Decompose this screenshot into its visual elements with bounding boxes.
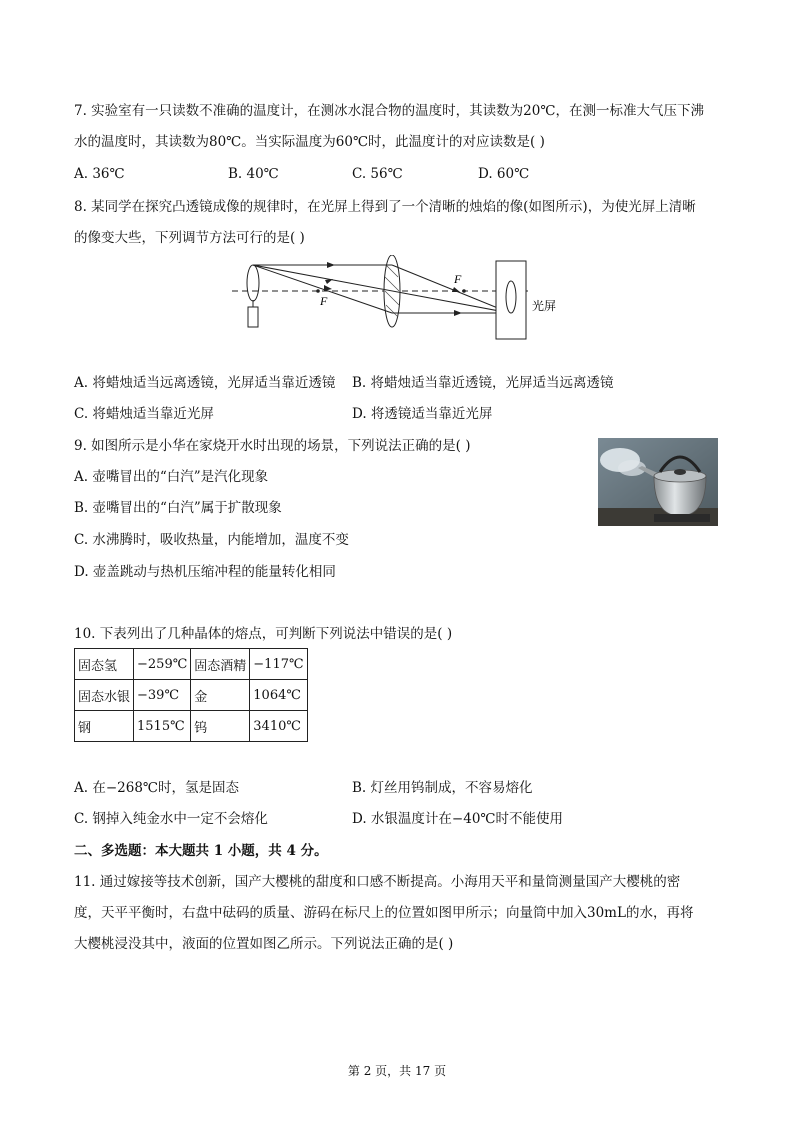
table-cell: 固态氢	[75, 649, 134, 680]
q7-option-a: A. 36℃	[74, 166, 125, 182]
q8-option-a: A. 将蜡烛适当远离透镜，光屏适当靠近透镜	[74, 375, 336, 391]
table-row	[75, 711, 308, 742]
section-heading: 二、多选题：本大题共 1 小题，共 4 分。	[74, 843, 328, 859]
q8-option-c: C. 将蜡烛适当靠近光屏	[74, 406, 214, 422]
q7-option-d: D. 60℃	[478, 166, 530, 182]
page-footer: 第 2 页，共 17 页	[347, 1064, 447, 1078]
q11-stem-line1: 11. 通过嫁接等技术创新，国产大樱桃的甜度和口感不断提高。小海用天平和量筒测量国产大樱桃的密	[74, 874, 681, 890]
table-cell: −259℃	[134, 649, 191, 680]
q9-option-a: A. 壶嘴冒出的“白汽”是汽化现象	[74, 469, 269, 485]
q10-option-b: B. 灯丝用钨制成，不容易熔化	[352, 780, 533, 796]
q9-option-c: C. 水沸腾时，吸收热量，内能增加，温度不变	[74, 532, 349, 548]
kettle-photo	[598, 438, 718, 526]
q9-option-d: D. 壶盖跳动与热机压缩冲程的能量转化相同	[74, 564, 336, 580]
table-row	[75, 680, 308, 711]
melting-point-table	[74, 648, 308, 742]
candle-body	[248, 307, 258, 327]
focal-label-left: F	[320, 294, 328, 308]
table-cell: 3410℃	[250, 711, 307, 742]
table-cell: 钢	[75, 711, 134, 742]
q7-option-c: C. 56℃	[352, 166, 403, 182]
table-cell: 金	[191, 680, 250, 711]
q7-stem-line2: 水的温度时，其读数为80℃。当实际温度为60℃时，此温度计的对应读数是( )	[74, 134, 545, 150]
q10-stem: 10. 下表列出了几种晶体的熔点，可判断下列说法中错误的是( )	[74, 626, 453, 642]
q8-option-b: B. 将蜡烛适当靠近透镜，光屏适当远离透镜	[352, 375, 614, 391]
table-row	[75, 649, 308, 680]
candle-flame	[247, 265, 259, 301]
table-cell: 1064℃	[250, 680, 307, 711]
screen-label: 光屏	[532, 299, 557, 313]
q8-stem-line2: 的像变大些，下列调节方法可行的是( )	[74, 230, 305, 246]
focal-label-right: F	[454, 272, 462, 286]
q9-option-b: B. 壶嘴冒出的“白汽”属于扩散现象	[74, 500, 282, 516]
q8-option-d: D. 将透镜适当靠近光屏	[352, 406, 493, 422]
table-cell: −39℃	[134, 680, 191, 711]
q8-stem-line1: 8. 某同学在探究凸透镜成像的规律时，在光屏上得到了一个清晰的烛焰的像(如图所示)，为使光屏上清晰	[74, 199, 696, 215]
table-cell: −117℃	[250, 649, 307, 680]
q10-option-a: A. 在−268℃时，氢是固态	[74, 780, 240, 796]
table-cell: 固态水银	[75, 680, 134, 711]
q10-option-d: D. 水银温度计在−40℃时不能使用	[352, 811, 564, 827]
table-cell: 1515℃	[134, 711, 191, 742]
q11-stem-line2: 度，天平平衡时，右盘中砝码的质量、游码在标尺上的位置如图甲所示；向量筒中加入30mL的水，再将	[74, 905, 694, 921]
q7-option-b: B. 40℃	[228, 166, 279, 182]
screen	[496, 261, 526, 339]
q11-stem-line3: 大樱桃浸没其中，液面的位置如图乙所示。下列说法正确的是( )	[74, 936, 454, 952]
q7-stem-line1: 7. 实验室有一只读数不准确的温度计，在测冰水混合物的温度时，其读数为20℃，在测一标准大气压下沸	[74, 103, 704, 119]
q9-stem: 9. 如图所示是小华在家烧开水时出现的场景，下列说法正确的是( )	[74, 438, 471, 454]
table-cell: 钨	[191, 711, 250, 742]
q10-option-c: C. 钢掉入纯金水中一定不会熔化	[74, 811, 268, 827]
table-cell: 固态酒精	[191, 649, 250, 680]
lens-diagram	[232, 255, 572, 347]
